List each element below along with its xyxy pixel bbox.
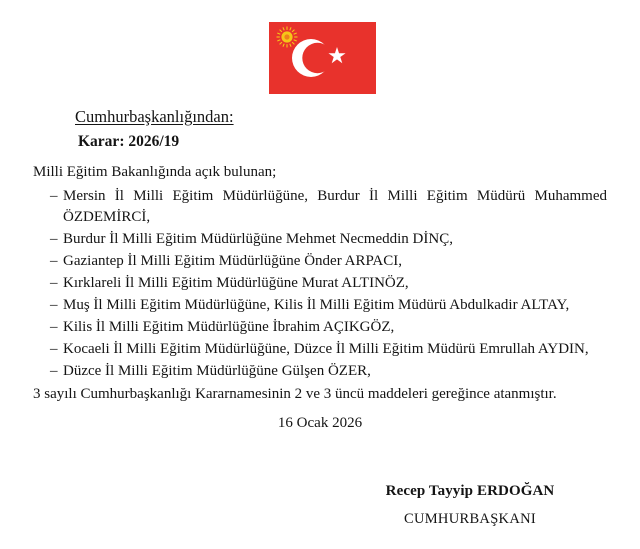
bullet-dash-icon: – bbox=[50, 275, 58, 291]
list-item-text: Kırklareli İl Milli Eğitim Müdürlüğüne Murat ALTINÖZ, bbox=[63, 275, 409, 291]
signatory-name: Recep Tayyip ERDOĞAN bbox=[385, 483, 555, 499]
list-item-text: Muş İl Milli Eğitim Müdürlüğüne, Kilis İl Milli Eğitim Müdürü Abdulkadir ALTAY, bbox=[63, 297, 570, 313]
list-item-text: Gaziantep İl Milli Eğitim Müdürlüğüne Önder ARPACI, bbox=[63, 253, 403, 269]
signature-block bbox=[320, 481, 620, 530]
decision-number: Karar: 2026/19 bbox=[78, 133, 180, 150]
bullet-dash-icon: – bbox=[50, 187, 58, 204]
list-item-text: Kocaeli İl Milli Eğitim Müdürlüğüne, Düzce İl Milli Eğitim Müdürü Emrullah AYDIN, bbox=[63, 341, 589, 357]
list-item-text: Düzce İl Milli Eğitim Müdürlüğüne Gülşen ÖZER, bbox=[63, 363, 371, 379]
document-header bbox=[33, 106, 607, 152]
flag-svg bbox=[269, 22, 376, 94]
flag-field bbox=[269, 22, 376, 94]
list-item bbox=[33, 186, 607, 229]
bullet-dash-icon: – bbox=[50, 341, 58, 357]
list-item bbox=[33, 361, 607, 383]
issuing-authority-text: Cumhurbaşkanlığından: bbox=[75, 107, 234, 126]
document-date: 16 Ocak 2026 bbox=[277, 415, 363, 431]
list-item-text: Kilis İl Milli Eğitim Müdürlüğüne İbrahim AÇIKGÖZ, bbox=[63, 319, 395, 335]
bullet-dash-icon: – bbox=[50, 319, 58, 335]
list-item-text: Mersin İl Milli Eğitim Müdürlüğüne, Burdur İl Milli Eğitim Müdürü Muhammed ÖZDEMİRCİ, bbox=[63, 187, 607, 225]
list-item bbox=[33, 339, 607, 361]
intro-text: Milli Eğitim Bakanlığında açık bulunan; bbox=[33, 164, 277, 180]
closing-text: 3 sayılı Cumhurbaşkanlığı Kararnamesinin 2 ve 3 üncü maddeleri gereğince atanmıştır. bbox=[33, 385, 557, 402]
turkish-flag-emblem bbox=[269, 22, 376, 94]
appointment-list bbox=[33, 186, 607, 383]
bullet-dash-icon: – bbox=[50, 231, 58, 247]
list-item bbox=[33, 317, 607, 339]
list-item-text: Burdur İl Milli Eğitim Müdürlüğüne Mehmet Necmeddin DİNÇ, bbox=[63, 231, 453, 247]
list-item bbox=[33, 273, 607, 295]
bullet-dash-icon: – bbox=[50, 297, 58, 313]
list-item bbox=[33, 251, 607, 273]
document-body bbox=[33, 162, 607, 405]
bullet-dash-icon: – bbox=[50, 253, 58, 269]
bullet-dash-icon: – bbox=[50, 363, 58, 379]
signatory-title: CUMHURBAŞKANI bbox=[404, 511, 536, 527]
issuing-authority bbox=[33, 106, 607, 128]
list-item bbox=[33, 229, 607, 251]
list-item bbox=[33, 295, 607, 317]
sun-icon bbox=[277, 27, 298, 48]
